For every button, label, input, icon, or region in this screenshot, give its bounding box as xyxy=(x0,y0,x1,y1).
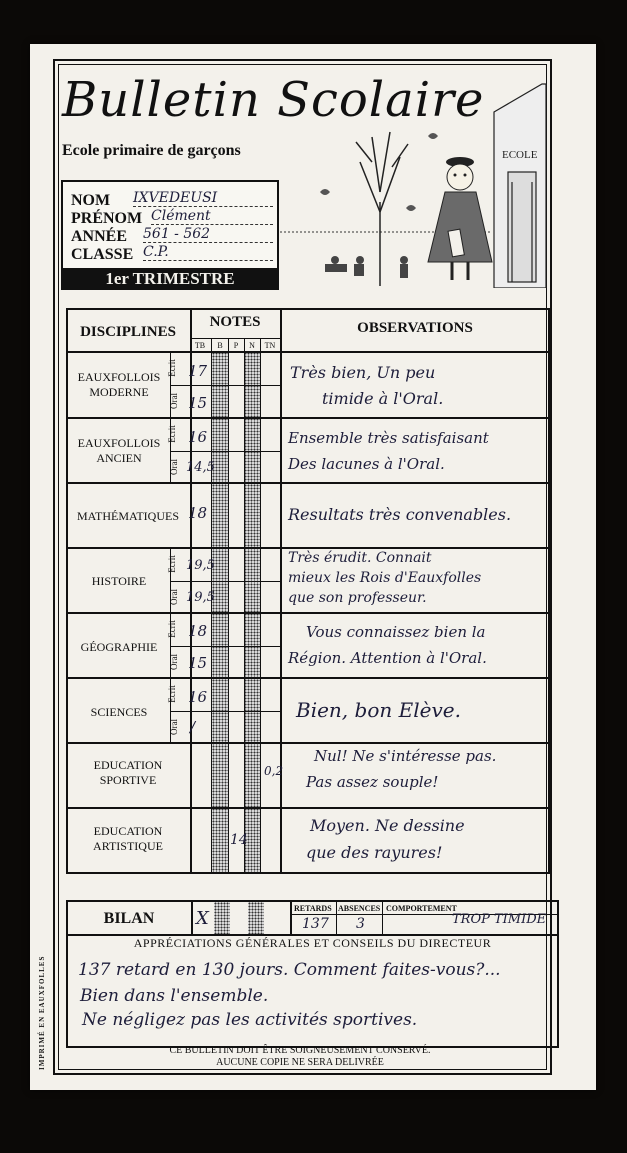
observation-line: Des lacunes à l'Oral. xyxy=(288,455,445,473)
discipline-label: EDUCATION SPORTIVE xyxy=(93,758,163,787)
annee-label: ANNÉE xyxy=(71,228,128,245)
grade-ecrit: 19,5 xyxy=(186,558,215,573)
ecrit-label: Ecrit xyxy=(166,555,177,573)
bilan-section xyxy=(66,900,559,1048)
observation-line: que son professeur. xyxy=(288,590,427,606)
appreciations-header: APPRÉCIATIONS GÉNÉRALES ET CONSEILS DU DIRECTEUR xyxy=(133,936,492,950)
ecrit-label: Ecrit xyxy=(166,359,177,377)
retards-label: RETARDS xyxy=(294,904,332,913)
footer-notice xyxy=(110,1045,490,1069)
annee-value: 561 - 562 xyxy=(143,226,273,243)
observation-line: Vous connaissez bien la xyxy=(306,623,486,641)
trimester-banner: 1er TRIMESTRE xyxy=(61,268,279,290)
school-sign: ECOLE xyxy=(502,149,538,161)
classe-value: C.P. xyxy=(143,244,273,261)
discipline-label: SCIENCES xyxy=(90,705,148,719)
school-name: Ecole primaire de garçons xyxy=(62,142,241,159)
ecrit-label: Ecrit xyxy=(166,425,177,443)
nom-label: NOM xyxy=(71,192,111,209)
grade-oral: 14,5 xyxy=(186,460,215,475)
classe-label: CLASSE xyxy=(71,246,134,263)
oral-label: Oral xyxy=(169,589,179,605)
grade-ecrit: 17 xyxy=(188,362,208,380)
note-col-tn: TN xyxy=(264,341,276,350)
discipline-label: EAUXFOLLOIS MODERNE xyxy=(77,370,161,399)
notes-header: NOTES xyxy=(209,314,261,330)
note-col-b: B xyxy=(217,341,223,350)
observation-line: Très bien, Un peu xyxy=(290,363,436,382)
observations-header: OBSERVATIONS xyxy=(357,320,473,336)
absences-value: 3 xyxy=(356,916,365,932)
observation-line: Bien, bon Elève. xyxy=(296,698,461,722)
oral-label: Oral xyxy=(169,393,179,409)
observation-line: Ensemble très satisfaisant xyxy=(288,429,489,447)
appreciation-line: 137 retard en 130 jours. Comment faites-vous?... xyxy=(78,960,501,980)
grade-oral: 15 xyxy=(188,394,208,412)
printer-mark: IMPRIMÉ EN EAUXFOLLES xyxy=(38,955,46,1070)
oral-label: Oral xyxy=(169,654,179,670)
ecrit-label: Ecrit xyxy=(166,685,177,703)
leaf-icon xyxy=(406,205,416,211)
appreciation-line: Bien dans l'ensemble. xyxy=(80,986,269,1006)
prenom-value: Clément xyxy=(151,208,273,225)
grade-ecrit: 16 xyxy=(188,428,208,446)
observation-line: Très érudit. Connait xyxy=(288,550,432,566)
document-title: Bulletin Scolaire xyxy=(62,72,485,128)
discipline-label: GÉOGRAPHIE xyxy=(80,640,158,654)
observation-line: que des rayures! xyxy=(306,843,443,862)
bilan-mark: X xyxy=(196,908,209,929)
footer-line: AUCUNE COPIE NE SERA DELIVRÉE xyxy=(216,1057,384,1068)
oral-label: Oral xyxy=(169,719,179,735)
grade-ecrit: 18 xyxy=(188,622,208,640)
school-building-icon xyxy=(494,84,546,288)
disciplines-header: DISCIPLINES xyxy=(80,324,176,340)
tree-icon xyxy=(356,132,408,286)
oral-label: Oral xyxy=(169,459,179,475)
observation-line: Pas assez souple! xyxy=(306,773,439,791)
observation-line: Nul! Ne s'intéresse pas. xyxy=(314,747,497,765)
grade-single: 14 xyxy=(230,832,248,848)
comportement-value: TROP TIMIDE xyxy=(452,912,547,927)
observation-line: mieux les Rois d'Eauxfolles xyxy=(288,570,482,586)
nom-value: IXVEDEUSI xyxy=(133,190,273,207)
discipline-label: EAUXFOLLOIS ANCIEN xyxy=(77,436,161,465)
note-col-n: N xyxy=(249,341,255,350)
ecrit-label: Ecrit xyxy=(166,620,177,638)
observation-line: Région. Attention à l'Oral. xyxy=(288,649,487,667)
prenom-label: PRÉNOM xyxy=(71,210,143,227)
footer-line: CE BULLETIN DOIT ÊTRE SOIGNEUSEMENT CONSERVÉ. xyxy=(169,1045,431,1056)
observation-line: Moyen. Ne dessine xyxy=(310,816,465,835)
discipline-label: EDUCATION ARTISTIQUE xyxy=(93,824,163,853)
children-icon xyxy=(325,256,408,278)
observation-line: Resultats très convenables. xyxy=(288,505,512,524)
comportement-label: COMPORTEMENT xyxy=(386,904,457,913)
appreciation-line: Ne négligez pas les activités sportives. xyxy=(82,1010,418,1030)
grade-oral: 19,5 xyxy=(186,590,215,605)
note-col-tb: TB xyxy=(194,341,206,350)
absences-label: ABSENCES xyxy=(338,904,381,913)
discipline-label: MATHÉMATIQUES xyxy=(77,509,179,523)
grade-oral: / xyxy=(190,718,196,736)
grades-table xyxy=(66,308,550,874)
retards-value: 137 xyxy=(302,916,329,932)
leaf-icon xyxy=(320,189,330,195)
schoolboy-icon xyxy=(428,157,492,280)
bilan-label: BILAN xyxy=(103,910,155,927)
discipline-label: HISTOIRE xyxy=(91,574,147,588)
observation-line: timide à l'Oral. xyxy=(322,389,444,408)
grade-single: 18 xyxy=(188,504,208,522)
grade-single: 0,2 xyxy=(264,764,284,778)
leaf-icon xyxy=(428,133,438,139)
grade-oral: 15 xyxy=(188,654,208,672)
note-col-p: P xyxy=(233,341,239,350)
grade-ecrit: 16 xyxy=(188,688,208,706)
schoolyard-illustration xyxy=(280,82,548,288)
